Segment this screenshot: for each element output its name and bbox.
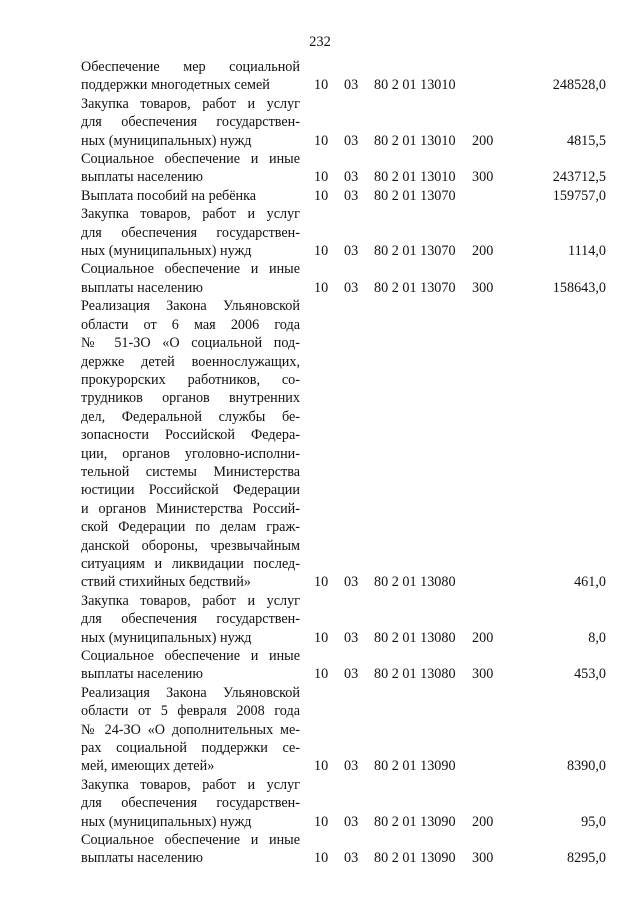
subsection-code: 03 [344, 629, 359, 646]
table-row [0, 647, 640, 684]
subsection-code: 03 [344, 813, 359, 830]
subsection-code: 03 [344, 169, 359, 186]
description-line: Реализация Закона Ульяновской [81, 298, 300, 315]
amount-value: 159757,0 [552, 187, 606, 204]
description-line: области от 6 мая 2006 года [81, 316, 300, 333]
description-line: Закупка товаров, работ и услуг [81, 95, 300, 112]
description-line: для обеспечения государствен- [81, 611, 300, 628]
amount-value: 461,0 [574, 574, 606, 591]
description-line: Социальное обеспечение и иные [81, 261, 300, 278]
section-code: 10 [314, 279, 329, 296]
target-article-code: 80 2 01 13070 [374, 279, 456, 296]
description-line: Закупка товаров, работ и услуг [81, 776, 300, 793]
description-line: прокурорских работников, со- [81, 371, 300, 388]
description-line: ных (муниципальных) нужд [81, 243, 252, 260]
section-code: 10 [314, 758, 329, 775]
subsection-code: 03 [344, 758, 359, 775]
subsection-code: 03 [344, 77, 359, 94]
section-code: 10 [314, 77, 329, 94]
description-line: ных (муниципальных) нужд [81, 813, 252, 830]
section-code: 10 [314, 629, 329, 646]
target-article-code: 80 2 01 13080 [374, 629, 456, 646]
target-article-code: 80 2 01 13010 [374, 77, 456, 94]
description-line: Реализация Закона Ульяновской [81, 684, 300, 701]
description-line: и органов Министерства Россий- [81, 500, 300, 517]
description-line: ных (муниципальных) нужд [81, 132, 252, 149]
row-description [81, 205, 300, 260]
target-article-code: 80 2 01 13090 [374, 813, 456, 830]
description-line: Выплата пособий на ребёнка [81, 187, 257, 204]
description-line: ствий стихийных бедствий» [81, 574, 251, 591]
section-code: 10 [314, 850, 329, 867]
amount-value: 95,0 [581, 813, 606, 830]
description-line: данской обороны, чрезвычайным [81, 537, 300, 554]
description-line: Социальное обеспечение и иные [81, 648, 300, 664]
amount-value: 8390,0 [566, 758, 606, 775]
table-row [0, 95, 640, 150]
description-line: выплаты населению [81, 279, 203, 296]
table-row [0, 776, 640, 831]
expense-type-code: 200 [472, 132, 494, 149]
section-code: 10 [314, 813, 329, 830]
description-line: поддержки многодетных семей [81, 77, 270, 94]
target-article-code: 80 2 01 13090 [374, 758, 456, 775]
description-line: тельной системы Министерства [81, 463, 300, 480]
section-code: 10 [314, 187, 329, 204]
row-description [81, 831, 300, 868]
table-row [0, 260, 640, 297]
section-code: 10 [314, 243, 329, 260]
description-line: № 51-ЗО «О социальной под- [81, 335, 300, 352]
table-row [0, 187, 640, 205]
target-article-code: 80 2 01 13010 [374, 132, 456, 149]
table-row [0, 297, 640, 592]
subsection-code: 03 [344, 666, 359, 683]
table-row [0, 150, 640, 187]
target-article-code: 80 2 01 13090 [374, 850, 456, 867]
description-line: Закупка товаров, работ и услуг [81, 206, 300, 223]
expense-type-code: 200 [472, 629, 494, 646]
section-code: 10 [314, 132, 329, 149]
amount-value: 4815,5 [566, 132, 606, 149]
description-line: ситуациям и ликвидации послед- [81, 555, 300, 572]
description-line: трудников органов внутренних [81, 390, 300, 407]
description-line: дел, Федеральной службы бе- [81, 408, 300, 425]
amount-value: 248528,0 [552, 77, 606, 94]
table-row [0, 684, 640, 776]
description-line: зопасности Российской Федера- [81, 427, 300, 444]
table-row [0, 205, 640, 260]
table-row [0, 831, 640, 868]
target-article-code: 80 2 01 13080 [374, 666, 456, 683]
amount-value: 243712,5 [552, 169, 606, 186]
description-line: ных (муниципальных) нужд [81, 629, 252, 646]
description-line: для обеспечения государствен- [81, 224, 300, 241]
expense-type-code: 300 [472, 666, 494, 683]
subsection-code: 03 [344, 132, 359, 149]
description-line: Закупка товаров, работ и услуг [81, 592, 300, 609]
table-row [0, 592, 640, 647]
expense-type-code: 300 [472, 279, 494, 296]
subsection-code: 03 [344, 850, 359, 867]
description-line: для обеспечения государствен- [81, 795, 300, 812]
section-code: 10 [314, 666, 329, 683]
expense-type-code: 200 [472, 813, 494, 830]
description-line: выплаты населению [81, 850, 203, 867]
description-line: мей, имеющих детей» [81, 758, 215, 775]
page-number: 232 [309, 34, 331, 50]
expense-type-code: 200 [472, 243, 494, 260]
row-description [81, 592, 300, 647]
description-line: выплаты населению [81, 666, 203, 683]
row-description [81, 187, 300, 205]
description-line: № 24-ЗО «О дополнительных ме- [81, 721, 300, 738]
description-line: ской Федерации по делам граж- [81, 519, 300, 536]
row-description [81, 684, 300, 776]
description-line: держке детей военнослужащих, [81, 353, 300, 370]
amount-value: 1114,0 [568, 243, 606, 260]
expense-type-code: 300 [472, 169, 494, 186]
amount-value: 8295,0 [566, 850, 606, 867]
target-article-code: 80 2 01 13080 [374, 574, 456, 591]
target-article-code: 80 2 01 13070 [374, 243, 456, 260]
subsection-code: 03 [344, 187, 359, 204]
subsection-code: 03 [344, 279, 359, 296]
table-row [0, 58, 640, 95]
row-description [81, 58, 300, 95]
description-line: ции, органов уголовно-исполни- [81, 445, 300, 462]
row-description [81, 776, 300, 831]
subsection-code: 03 [344, 574, 359, 591]
row-description [81, 95, 300, 150]
amount-value: 453,0 [574, 666, 606, 683]
row-description [81, 150, 300, 187]
description-line: для обеспечения государствен- [81, 114, 300, 131]
description-line: Социальное обеспечение и иные [81, 832, 300, 849]
section-code: 10 [314, 574, 329, 591]
target-article-code: 80 2 01 13010 [374, 169, 456, 186]
description-line: юстиции Российской Федерации [81, 482, 300, 499]
description-line: области от 5 февраля 2008 года [81, 703, 300, 720]
amount-value: 8,0 [588, 629, 606, 646]
description-line: рах социальной поддержки се- [81, 740, 300, 757]
expense-type-code: 300 [472, 850, 494, 867]
row-description [81, 297, 300, 592]
description-line: выплаты населению [81, 169, 203, 186]
budget-table [0, 58, 640, 868]
subsection-code: 03 [344, 243, 359, 260]
description-line: Социальное обеспечение и иные [81, 151, 300, 168]
description-line: Обеспечение мер социальной [81, 59, 300, 75]
amount-value: 158643,0 [552, 279, 606, 296]
section-code: 10 [314, 169, 329, 186]
row-description [81, 647, 300, 684]
row-description [81, 260, 300, 297]
target-article-code: 80 2 01 13070 [374, 187, 456, 204]
